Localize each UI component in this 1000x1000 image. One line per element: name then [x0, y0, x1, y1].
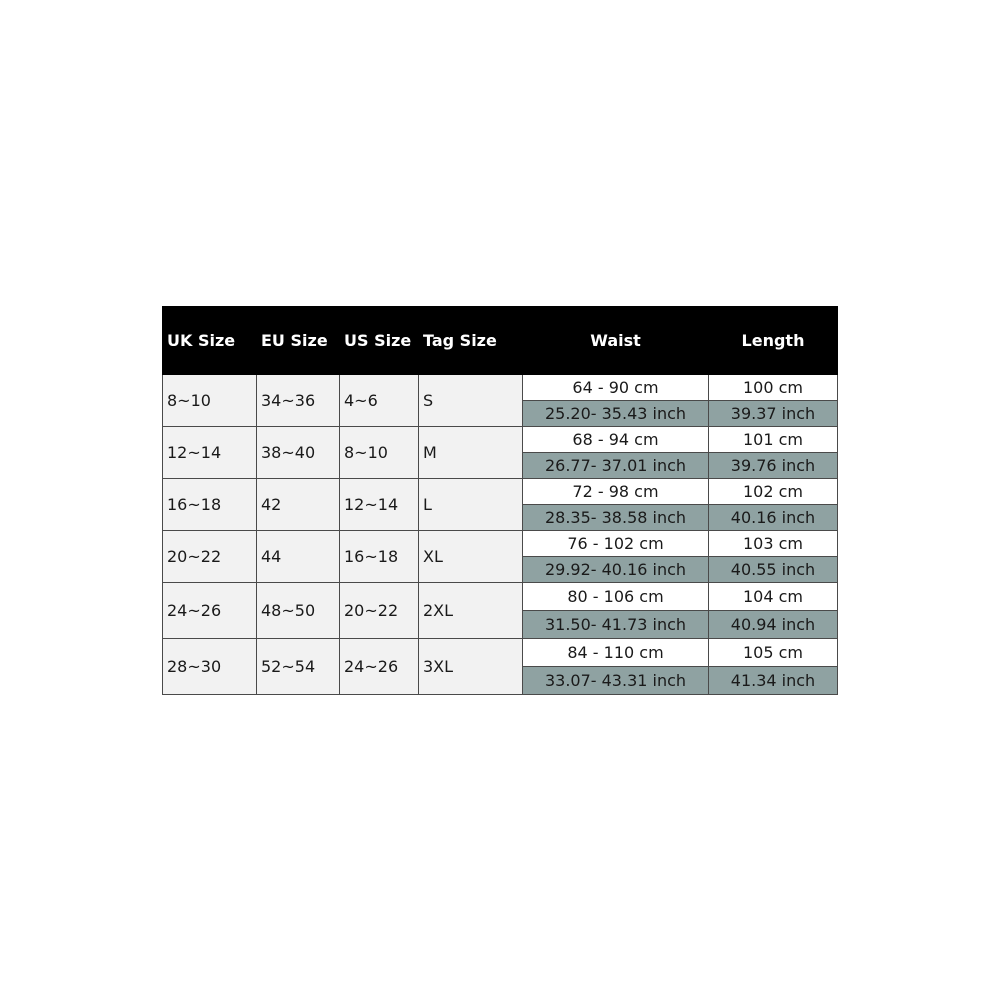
waist-inch-cell: 28.35- 38.58 inch	[523, 505, 709, 531]
us-size-cell: 20~22	[340, 583, 419, 639]
waist-cm-cell: 80 - 106 cm	[523, 583, 709, 611]
us-size-cell: 8~10	[340, 427, 419, 479]
us-size-cell: 4~6	[340, 375, 419, 427]
header-row	[163, 307, 838, 375]
waist-cm-cell: 64 - 90 cm	[523, 375, 709, 401]
eu-size-cell: 42	[257, 479, 340, 531]
waist-inch-cell: 25.20- 35.43 inch	[523, 401, 709, 427]
waist-cm-cell: 84 - 110 cm	[523, 639, 709, 667]
table-row	[163, 479, 838, 505]
size-chart-table	[162, 306, 838, 695]
waist-inch-cell: 26.77- 37.01 inch	[523, 453, 709, 479]
tag-size-cell: 3XL	[419, 639, 523, 695]
header-eu-size: EU Size	[257, 307, 340, 375]
waist-cm-cell: 68 - 94 cm	[523, 427, 709, 453]
eu-size-cell: 38~40	[257, 427, 340, 479]
tag-size-cell: L	[419, 479, 523, 531]
uk-size-cell: 24~26	[163, 583, 257, 639]
length-cm-cell: 104 cm	[709, 583, 838, 611]
length-inch-cell: 40.55 inch	[709, 557, 838, 583]
table-row	[163, 639, 838, 667]
waist-inch-cell: 33.07- 43.31 inch	[523, 667, 709, 695]
waist-cm-cell: 76 - 102 cm	[523, 531, 709, 557]
table-row	[163, 531, 838, 557]
header-length: Length	[709, 307, 838, 375]
table-row	[163, 375, 838, 401]
eu-size-cell: 52~54	[257, 639, 340, 695]
length-cm-cell: 100 cm	[709, 375, 838, 401]
table-row	[163, 583, 838, 611]
us-size-cell: 24~26	[340, 639, 419, 695]
length-inch-cell: 39.76 inch	[709, 453, 838, 479]
tag-size-cell: 2XL	[419, 583, 523, 639]
eu-size-cell: 48~50	[257, 583, 340, 639]
eu-size-cell: 34~36	[257, 375, 340, 427]
length-inch-cell: 40.94 inch	[709, 611, 838, 639]
uk-size-cell: 28~30	[163, 639, 257, 695]
length-inch-cell: 40.16 inch	[709, 505, 838, 531]
length-inch-cell: 39.37 inch	[709, 401, 838, 427]
us-size-cell: 12~14	[340, 479, 419, 531]
length-inch-cell: 41.34 inch	[709, 667, 838, 695]
uk-size-cell: 16~18	[163, 479, 257, 531]
header-uk-size: UK Size	[163, 307, 257, 375]
length-cm-cell: 101 cm	[709, 427, 838, 453]
header-us-size: US Size	[340, 307, 419, 375]
header-tag-size: Tag Size	[419, 307, 523, 375]
waist-inch-cell: 31.50- 41.73 inch	[523, 611, 709, 639]
waist-inch-cell: 29.92- 40.16 inch	[523, 557, 709, 583]
length-cm-cell: 103 cm	[709, 531, 838, 557]
tag-size-cell: M	[419, 427, 523, 479]
eu-size-cell: 44	[257, 531, 340, 583]
waist-cm-cell: 72 - 98 cm	[523, 479, 709, 505]
length-cm-cell: 102 cm	[709, 479, 838, 505]
tag-size-cell: S	[419, 375, 523, 427]
uk-size-cell: 20~22	[163, 531, 257, 583]
uk-size-cell: 8~10	[163, 375, 257, 427]
length-cm-cell: 105 cm	[709, 639, 838, 667]
header-waist: Waist	[523, 307, 709, 375]
table-row	[163, 427, 838, 453]
uk-size-cell: 12~14	[163, 427, 257, 479]
us-size-cell: 16~18	[340, 531, 419, 583]
tag-size-cell: XL	[419, 531, 523, 583]
